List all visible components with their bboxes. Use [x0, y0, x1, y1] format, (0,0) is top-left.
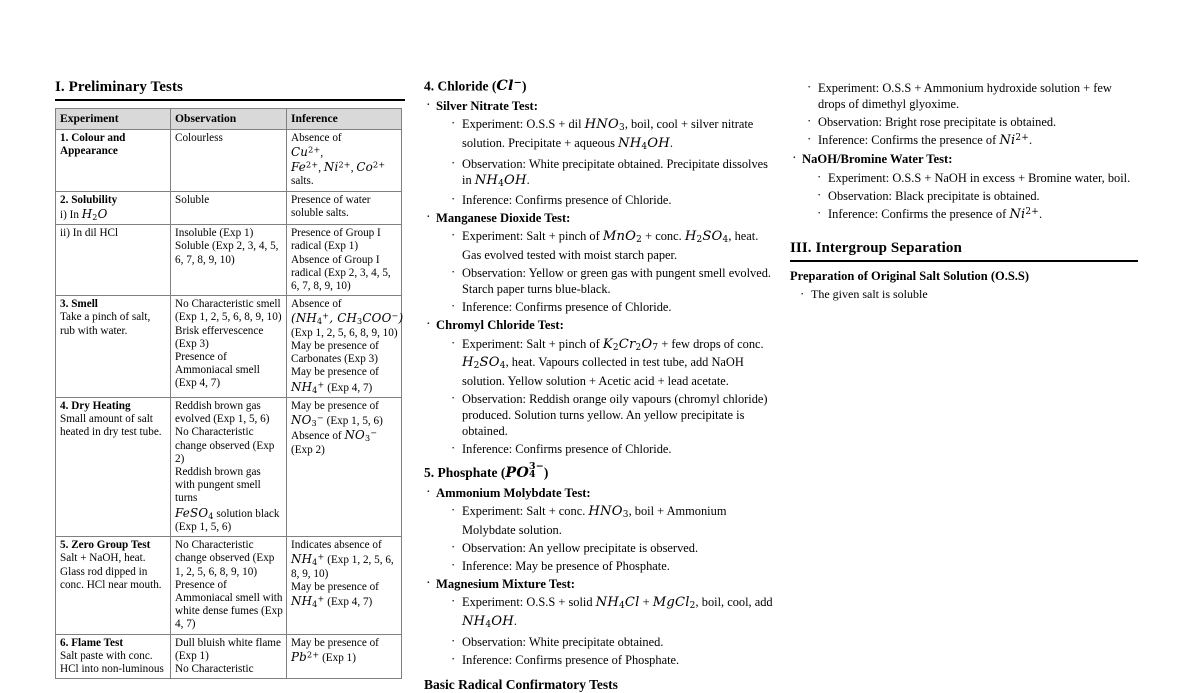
column-header-experiment: Experiment [56, 109, 171, 130]
test-name: NaOH/Bromine Water Test: [802, 152, 953, 167]
step-observation: · Observation: Black precipitate is obtained. [814, 188, 1138, 204]
step-inference [814, 206, 1138, 223]
cell-observation [171, 129, 287, 191]
phosphate-heading: 5. Phosphate (PO 3− 4 ) [424, 460, 549, 482]
test-name: Ammonium Molybdate Test: [436, 486, 591, 501]
observation-line: Colourless [175, 131, 223, 144]
cell-inference [287, 634, 402, 679]
experiment-title: 6. Flame Test [60, 636, 124, 649]
experiment-detail [60, 207, 167, 222]
cell-experiment [56, 397, 171, 536]
table-row [56, 296, 402, 398]
phosphate-heading-text: Phosphate [437, 465, 498, 481]
step-text: , heat. Vapours collected in test tube, add NaOH solution. Yellow solution + Acetic acid + lead acetate. [462, 355, 744, 388]
formula-nh4oh: $NH_4OH$ [618, 135, 670, 152]
observation-line: Reddish brown gas with pungent smell turns [175, 465, 261, 505]
step-text: + few drops of conc. [661, 336, 764, 351]
formula-ni2plus: $Ni^{2+}$ [323, 160, 351, 175]
observation-line: No Characteristic change observed (Exp 1, 2, 5, 6, 8, 9, 10) [175, 539, 275, 578]
step-text: Observation: White precipitate obtained. Precipitate dissolves in [462, 156, 769, 187]
inference-line: (Exp 1, 2, 5, 6, 8, 9, 10) [291, 326, 398, 339]
formula-h2o: $H_2O$ [81, 206, 108, 222]
inference-formula-line [291, 428, 398, 443]
experiment-title: 1. Colour and Appearance [60, 131, 126, 157]
step-text: Inference: Confirms the presence of [818, 133, 997, 148]
test-name: Chromyl Chloride Test: [436, 318, 564, 333]
test-steps [802, 170, 1138, 223]
formula-hno3: $HNO_3$ [584, 117, 625, 134]
inference-line: Absence of Group I radical (Exp 2, 3, 4, 5, 6, 7, 8, 9, 10) [291, 253, 391, 292]
cell-observation [171, 191, 287, 225]
experiment-title: 4. Dry Heating [60, 399, 131, 412]
title-rule [55, 99, 405, 101]
observation-line: Soluble (Exp 2, 3, 4, 5, 6, 7, 8, 9, 10) [175, 240, 279, 266]
test-name: Manganese Dioxide Test: [436, 211, 571, 226]
formula-nh4oh: $NH_4OH$ [462, 613, 514, 630]
cell-inference [287, 296, 402, 398]
inference-line: May be presence of [291, 636, 379, 649]
cell-observation [171, 296, 287, 398]
inference-line: Absence of [291, 298, 342, 311]
inference-line: May be presence of [291, 399, 379, 412]
formula-cu2plus: $Cu^{2+}$ [291, 144, 321, 159]
step-text: , boil + Ammonium Molybdate solution. [462, 504, 727, 537]
step-text: , boil, cool + silver nitrate solution. Precipitate + aqueous [462, 117, 754, 150]
step-text: Experiment: O.S.S + dil [462, 117, 582, 132]
preliminary-tests-table [55, 108, 402, 679]
observation-line: Brisk effervescence (Exp 3) [175, 324, 264, 350]
cell-experiment [56, 296, 171, 398]
observation-line: Reddish brown gas evolved (Exp 1, 5, 6) [175, 399, 270, 426]
formula-nh4plus: $NH_4^+$ [291, 552, 325, 568]
step-inference: · Inference: Confirms presence of Chloride. [448, 192, 774, 208]
step-text: Experiment: O.S.S + solid [462, 595, 593, 610]
observation-line: Insoluble (Exp 1) [175, 227, 254, 240]
chloride-heading: 4. Chloride (Cl−) [424, 78, 527, 95]
oss-notes-list [790, 287, 1138, 303]
test-chromyl-chloride [424, 317, 774, 457]
experiment-title: 5. Zero Group Test [60, 539, 151, 552]
test-steps [436, 503, 774, 574]
inference-line: Presence of Group I radical (Exp 1) [291, 227, 381, 253]
step-text: Experiment: Salt + pinch of [462, 336, 600, 351]
inference-formula-line [291, 594, 398, 609]
intergroup-rule [790, 260, 1138, 262]
formula-no3minus: $NO_3^-$ [344, 428, 378, 444]
table-row [56, 397, 402, 536]
formula-h2so4: $H_2SO_4$ [462, 355, 506, 372]
step-experiment: · Experiment: O.S.S + NaOH in excess + Bromine water, boil. [814, 170, 1138, 186]
left-column [55, 78, 405, 676]
chloride-heading-text: Chloride [437, 78, 489, 94]
table-row [56, 537, 402, 635]
step-inference: · Inference: Confirms presence of Chloride. [448, 441, 774, 457]
observation-line: No Characteristic [175, 663, 254, 676]
inference-line: salts. [291, 175, 314, 188]
test-manganese-dioxide [424, 210, 774, 315]
basic-radical-heading: Basic Radical Confirmatory Tests [424, 676, 618, 692]
formula-nh4oh: $NH_4OH$ [474, 172, 527, 189]
test-magnesium-mixture [424, 576, 774, 667]
observation-line: Soluble [175, 193, 210, 206]
step-text: . [1028, 133, 1033, 148]
formula-ni2plus: $Ni^{2+}$ [1009, 206, 1039, 222]
chloride-tests-list [424, 98, 774, 457]
step-text: . [669, 135, 673, 150]
oss-preparation-heading: Preparation of Original Salt Solution (O.S.S) [790, 268, 1030, 283]
table-row [56, 129, 402, 191]
cell-observation [171, 397, 287, 536]
step-experiment [448, 228, 774, 263]
formula-feso4: FeSO$_4$ [175, 505, 214, 521]
intergroup-separation-heading: III. Intergroup Separation [790, 239, 962, 256]
formula-ammonium-acetate-group: ($NH_4^+$, $CH_3COO^-$) [291, 311, 404, 327]
observation-formula-line [175, 506, 283, 535]
step-observation: · Observation: White precipitate obtained. [448, 634, 774, 650]
inference-formula-line [291, 413, 398, 428]
cell-inference [287, 225, 402, 296]
experiment-detail: ii) In dil HCl [60, 227, 119, 240]
test-steps [436, 594, 774, 667]
step-text: Inference: Confirms the presence of [828, 206, 1007, 221]
step-text: . [513, 613, 517, 628]
inference-line-tail: (Exp 4, 7) [327, 596, 373, 609]
formula-no3minus: $NO_3^-$ [291, 413, 324, 428]
cell-inference [287, 397, 402, 536]
step-observation: · Observation: Yellow or green gas with pungent smell evolved. Starch paper turns blue-black. [448, 265, 774, 297]
test-steps [436, 116, 774, 208]
step-text: + [642, 595, 650, 610]
cell-experiment [56, 191, 171, 225]
phosphate-tests-list [424, 485, 774, 668]
formula-ni2plus: $Ni^{2+}$ [999, 133, 1029, 149]
column-header-observation: Observation [171, 109, 287, 130]
step-text: , heat. Gas evolved tested with moist starch paper. [462, 229, 759, 262]
inference-line: May be presence of Carbonates (Exp 3) [291, 339, 379, 366]
step-inference: · Inference: May be presence of Phosphate. [448, 558, 774, 574]
test-ammonium-molybdate [424, 485, 774, 574]
formula-fe2plus: $Fe^{2+}$ [291, 160, 319, 175]
experiment-detail: Small amount of salt heated in dry test tube. [60, 413, 162, 439]
inference-line: soluble salts. [291, 206, 349, 219]
naoh-bromine-test-list [790, 151, 1138, 222]
inference-formula-line: $Fe^{2+}$, $Ni^{2+}$, $Co^{2+}$ [291, 160, 386, 175]
inference-line: Absence of [291, 131, 342, 144]
column-header-inference: Inference [287, 109, 402, 130]
step-observation: · Observation: Bright rose precipitate is obtained. [804, 114, 1138, 130]
cell-experiment [56, 129, 171, 191]
inference-line-head: Absence of [291, 430, 342, 443]
observation-line: Presence of Ammoniacal smell (Exp 4, 7) [175, 351, 260, 390]
step-text: , boil, cool, add [695, 595, 773, 610]
formula-nh4plus: $NH_4^+$ [291, 594, 325, 609]
formula-nh4cl: $NH_4Cl$ [595, 595, 640, 612]
list-item: · The given salt is soluble [800, 287, 1138, 303]
observation-line: No Characteristic smell (Exp 1, 2, 5, 6, 8, 9, 10) [175, 298, 282, 324]
formula-k2cr2o7: $K_2Cr_2O_7$ [602, 336, 659, 353]
formula-chloride-ion: Cl− [496, 78, 522, 95]
inference-formula-line: $Cu^{2+}$, [291, 144, 324, 159]
phosphate-heading-number: 5. [424, 465, 435, 481]
dimethyl-glyoxime-steps [790, 80, 1138, 149]
test-naoh-bromine-water [790, 151, 1138, 222]
cell-experiment [56, 634, 171, 679]
test-steps [436, 228, 774, 315]
cell-observation [171, 634, 287, 679]
step-observation: · Observation: An yellow precipitate is observed. [448, 540, 774, 556]
step-experiment [448, 594, 774, 631]
inference-line-tail: (Exp 4, 7) [327, 381, 373, 394]
experiment-detail-text: i) In [60, 208, 79, 221]
test-silver-nitrate [424, 98, 774, 208]
step-text: Experiment: Salt + conc. [462, 504, 586, 519]
formula-hno3: $HNO_3$ [588, 504, 629, 521]
experiment-detail: Salt paste with conc. HCl into non-luminous [60, 649, 164, 676]
cell-inference [287, 191, 402, 225]
inference-line-tail: (Exp 1, 2, 5, 6, 8, 9, 10) [291, 554, 394, 580]
inference-line-tail: (Exp 1, 5, 6) [326, 415, 383, 428]
experiment-title: 2. Solubility [60, 193, 118, 206]
formula-nh4plus: $NH_4^+$ [291, 379, 325, 395]
inference-line: (Exp 2) [291, 443, 325, 456]
table-row [56, 225, 402, 296]
inference-line: May be presence of [291, 580, 379, 593]
experiment-detail: Take a pinch of salt, rub with water. [60, 311, 151, 337]
formula-pb2plus: $Pb^{2+}$ [291, 649, 320, 664]
table-row [56, 191, 402, 225]
observation-line: No Characteristic change observed (Exp 2) [175, 426, 275, 465]
cell-observation [171, 537, 287, 635]
test-name: Silver Nitrate Test: [436, 99, 538, 114]
step-inference: · Inference: Confirms presence of Chloride. [448, 299, 774, 315]
cell-experiment [56, 225, 171, 296]
page-title: I. Preliminary Tests [55, 79, 183, 95]
table-row [56, 634, 402, 679]
inference-line: Presence of water [291, 193, 371, 206]
cell-inference [287, 537, 402, 635]
cell-inference [287, 129, 402, 191]
formula-mno2: MnO$_2$ [602, 229, 643, 246]
step-experiment [448, 336, 774, 389]
observation-line-tail: solution black (Exp 1, 5, 6) [175, 507, 280, 533]
middle-column [424, 78, 774, 692]
observation-line: Presence of Ammoniacal smell with white dense fumes (Exp 4, 7) [175, 578, 283, 631]
step-observation [448, 156, 774, 191]
inference-line: Indicates absence of [291, 539, 382, 552]
step-text: + conc. [645, 229, 682, 244]
step-inference [804, 132, 1138, 149]
inference-formula-line [291, 650, 398, 665]
formula-phosphate-ion: PO 3− 4 [505, 460, 544, 482]
test-steps [436, 336, 774, 458]
inference-formula-line [291, 552, 398, 581]
table-header-row [56, 109, 402, 130]
step-observation: · Observation: Reddish orange oily vapours (chromyl chloride) produced. Solution turns yellow. An yellow precipitate is obtained. [448, 391, 774, 439]
inference-line-tail: (Exp 1) [322, 651, 356, 664]
right-column [790, 78, 1138, 626]
step-inference: · Inference: Confirms presence of Phosphate. [448, 652, 774, 668]
step-experiment [448, 116, 774, 153]
step-experiment [448, 503, 774, 538]
experiment-detail: Salt + NaOH, heat. Glass rod dipped in conc. HCl near mouth. [60, 552, 162, 591]
inference-formula-line [291, 380, 398, 395]
observation-line: Dull bluish white flame (Exp 1) [175, 636, 281, 662]
experiment-title: 3. Smell [60, 298, 98, 311]
chloride-heading-number: 4. [424, 78, 435, 94]
step-text: Experiment: Salt + pinch of [462, 229, 600, 244]
formula-h2so4: $H_2SO_4$ [684, 229, 729, 246]
step-text: . [1038, 206, 1043, 221]
formula-mgcl2: MgCl$_2$ [652, 595, 696, 612]
cell-observation [171, 225, 287, 296]
inference-formula-line [291, 311, 404, 327]
step-experiment: · Experiment: O.S.S + Ammonium hydroxide solution + few drops of dimethyl glyoxime. [804, 80, 1138, 112]
formula-co2plus: $Co^{2+}$ [356, 160, 386, 175]
step-text: . [526, 172, 530, 187]
cell-experiment [56, 537, 171, 635]
test-name: Magnesium Mixture Test: [436, 577, 575, 592]
inference-line: May be presence of [291, 366, 379, 379]
